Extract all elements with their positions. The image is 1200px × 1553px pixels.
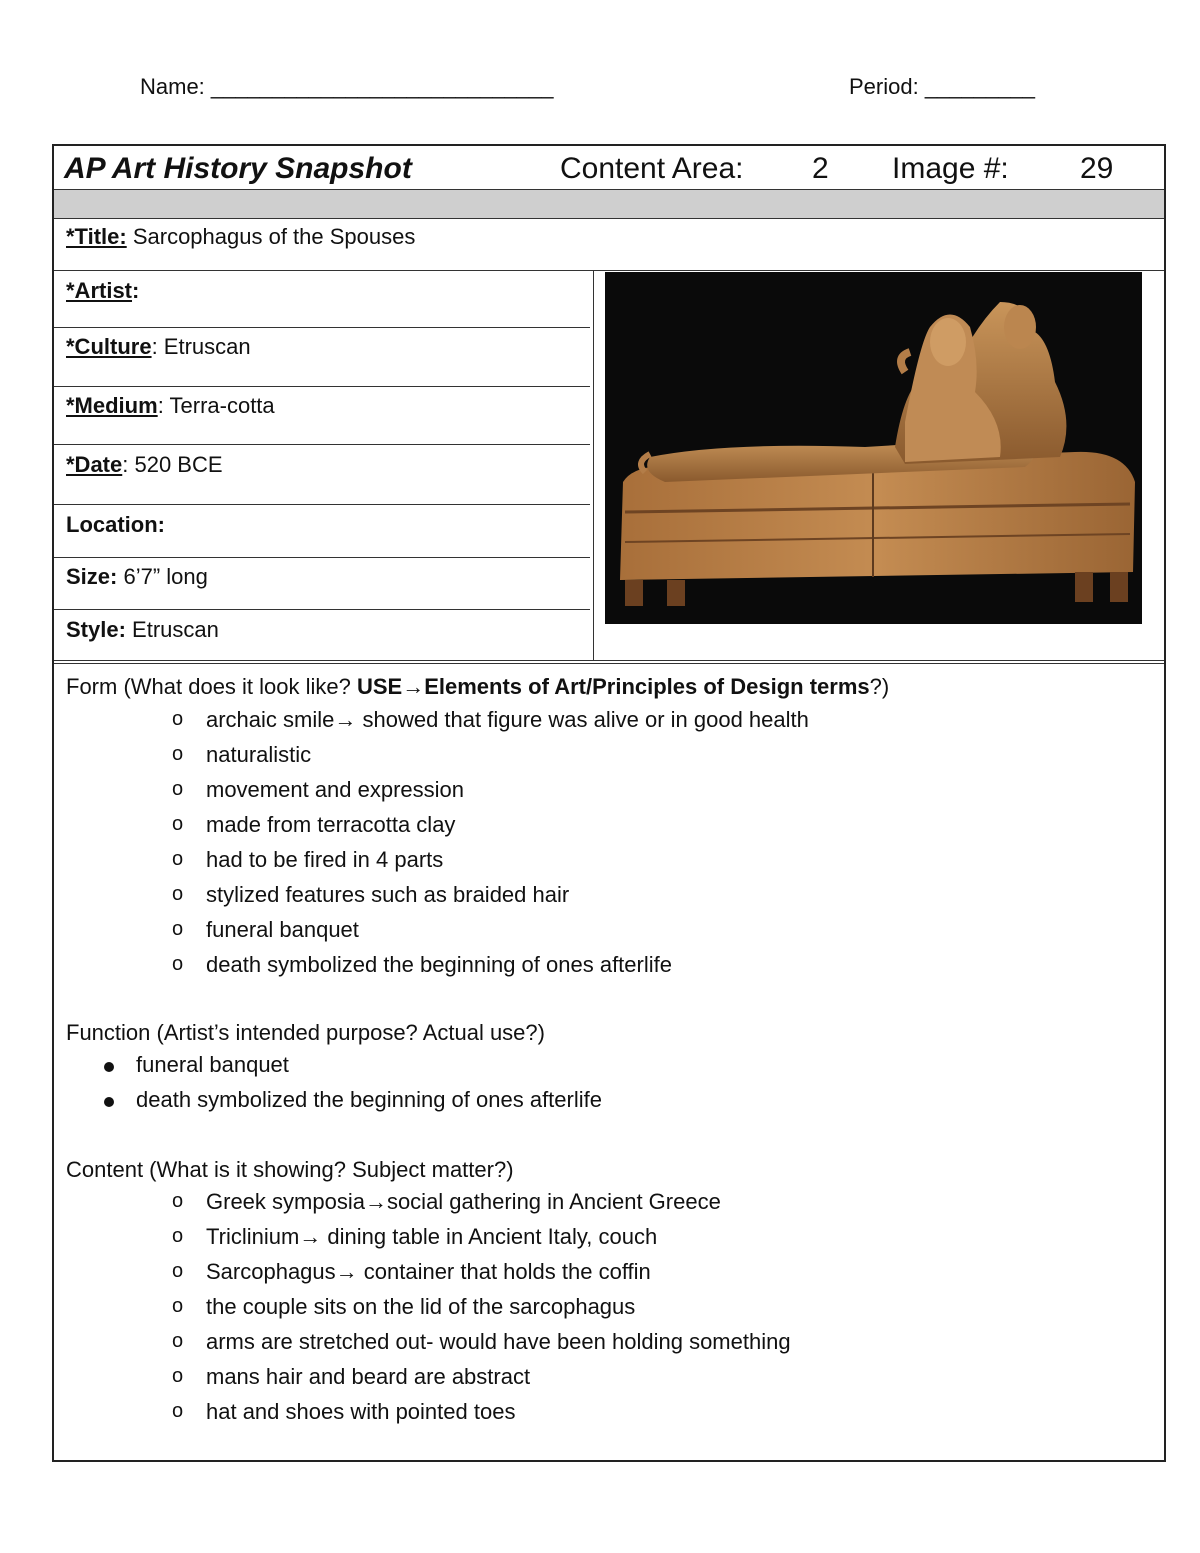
form-list-item: death symbolized the beginning of ones afterlife [206, 952, 672, 977]
artist-label: *Artist [66, 278, 133, 303]
location-field [66, 512, 165, 538]
form-list-item: stylized features such as braided hair [206, 882, 570, 907]
content-heading: Content (What is it showing? Subject matter?) [66, 1157, 514, 1182]
snapshot-sheet [52, 144, 1166, 1462]
function-list-item: death symbolized the beginning of ones afterlife [136, 1087, 602, 1112]
content-list-item: arms are stretched out- would have been holding something [206, 1329, 791, 1354]
content-list-item: mans hair and beard are abstract [206, 1364, 531, 1389]
date-field [66, 452, 223, 478]
hollow-bullet-icon: o [172, 953, 184, 975]
content-list-item: Sarcophagus→ container that holds the coffin [206, 1259, 651, 1284]
hollow-bullet-icon: o [172, 1365, 184, 1387]
hollow-bullet-icon: o [172, 1260, 184, 1282]
function-heading: Function (Artist’s intended purpose? Actual use?) [66, 1020, 545, 1045]
hollow-bullet-icon: o [172, 708, 184, 730]
hollow-bullet-icon: o [172, 778, 184, 800]
form-list-item: naturalistic [206, 742, 312, 767]
culture-field [66, 334, 251, 360]
form-list-item: had to be fired in 4 parts [206, 847, 444, 872]
content-list-item: hat and shoes with pointed toes [206, 1399, 516, 1424]
hollow-bullet-icon: o [172, 1400, 184, 1422]
artist-field: *Artist: [66, 278, 140, 303]
hollow-bullet-icon: o [172, 743, 184, 765]
size-label: Size: [66, 564, 118, 589]
form-list-item: funeral banquet [206, 917, 359, 942]
content-list-item: the couple sits on the lid of the sarcophagus [206, 1294, 636, 1319]
hollow-bullet-icon: o [172, 848, 184, 870]
style-value: Etruscan [125, 617, 219, 642]
medium-field [66, 393, 275, 419]
hollow-bullet-icon: o [172, 1190, 184, 1212]
solid-bullet-icon [104, 1062, 114, 1072]
solid-bullet-icon [104, 1097, 114, 1107]
title-field [66, 224, 415, 250]
hollow-bullet-icon: o [172, 813, 184, 835]
date-label: *Date [66, 452, 123, 477]
sarcophagus-photo [605, 272, 1142, 624]
hollow-bullet-icon: o [172, 918, 184, 940]
content-area-label: Content Area: [560, 152, 744, 185]
form-list-item: made from terracotta clay [206, 812, 456, 837]
form-heading: Form (What does it look like? USE→Elements of Art/Principles of Design terms?) [66, 674, 890, 699]
hollow-bullet-icon: o [172, 1330, 184, 1352]
form-list-item: movement and expression [206, 777, 465, 802]
hollow-bullet-icon: o [172, 1225, 184, 1247]
content-list-item: Greek symposia→social gathering in Ancient Greece [206, 1189, 721, 1214]
title-row [64, 152, 1154, 188]
size-value: 6’7” long [117, 564, 208, 589]
date-value: : 520 BCE [122, 452, 223, 477]
medium-label: *Medium [66, 393, 158, 418]
sheet-title: AP Art History Snapshot [64, 152, 412, 185]
content-area-value: 2 [812, 152, 829, 185]
gray-divider-band [54, 189, 1164, 219]
period-field[interactable]: Period: _________ [849, 74, 1035, 99]
image-number-value: 29 [1080, 152, 1114, 185]
name-field[interactable]: Name: ____________________________ [140, 74, 554, 99]
image-number-label: Image #: [892, 152, 1009, 185]
size-field [66, 564, 208, 590]
function-list-item: funeral banquet [136, 1052, 289, 1077]
culture-label: *Culture [66, 334, 152, 359]
location-label: Location: [66, 512, 165, 537]
medium-value: : Terra-cotta [157, 393, 275, 418]
title-label: *Title: [66, 224, 127, 249]
culture-value: : Etruscan [151, 334, 251, 359]
hollow-bullet-icon: o [172, 1295, 184, 1317]
hollow-bullet-icon: o [172, 883, 184, 905]
content-list-item: Triclinium→ dining table in Ancient Italy, couch [206, 1224, 658, 1249]
form-list-item: archaic smile→ showed that figure was alive or in good health [206, 707, 809, 732]
style-field [66, 617, 219, 643]
style-label: Style: [66, 617, 126, 642]
title-value: Sarcophagus of the Spouses [126, 224, 416, 249]
